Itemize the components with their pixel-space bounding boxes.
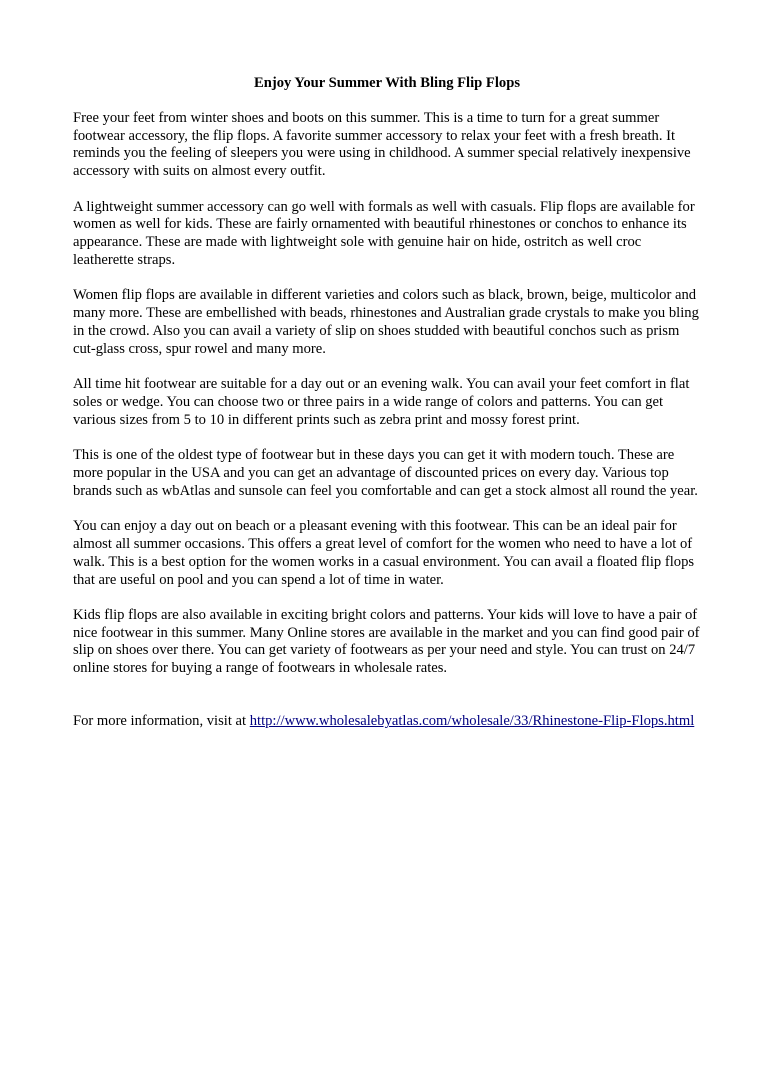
blank-line: [73, 696, 701, 714]
paragraph-all-time-hit: All time hit footwear are suitable for a day out or an evening walk. You can avail your feet comfort in flat soles or wedge. You can choose two or three pairs in a wide range of colors and patterns. You can get various sizes from 5 to 10 in different prints such as zebra print and mossy forest print.: [73, 376, 690, 428]
document-body: [73, 75, 701, 731]
paragraph-oldest-type: This is one of the oldest type of footwear but in these days you can get it with modern touch. These are more popular in the USA and you can get an advantage of discounted prices on every day. Various top brands such as wbAtlas and sunsole can feel you comfortable and can get a stock almost all round the year.: [73, 447, 698, 499]
more-info-link[interactable]: http://www.wholesalebyatlas.com/wholesale/33/Rhinestone-Flip-Flops.html: [249, 713, 695, 730]
paragraph-women-flip-flops: Women flip flops are available in different varieties and colors such as black, brown, beige, multicolor and many more. These are embellished with beads, rhinestones and Australian grade crystals to make you bling in the crowd. Also you can avail a variety of slip on shoes studded with beautiful conchos such as prism cut-glass cross, spur rowel and many more.: [73, 287, 699, 357]
paragraph-kids-flip-flops: Kids flip flops are also available in exciting bright colors and patterns. Your kids will love to have a pair of nice footwear in this summer. Many Online stores are available in the market and you can find good pair of slip on shoes over there. You can get variety of footwears as per your need and style. You can trust on 24/7 online stores for buying a range of footwears in wholesale rates.: [73, 606, 700, 677]
more-info-line: [73, 713, 701, 731]
paragraph-lightweight: A lightweight summer accessory can go well with formals as well with casuals. Flip flops are available for women as well for kids. These are fairly ornamented with beautiful rhinestones or conchos to enhance its appearance. These are made with lightweight sole with genuine hair on hide, ostritch as well croc leatherette straps.: [73, 198, 695, 268]
document-title: Enjoy Your Summer With Bling Flip Flops: [254, 75, 520, 91]
paragraph-intro: Free your feet from winter shoes and boots on this summer. This is a time to turn for a great summer footwear accessory, the flip flops. A favorite summer accessory to relax your feet with a fresh breath. It reminds you the feeling of sleepers you were using in childhood. A summer special relatively inexpensive accessory with suits on almost every outfit.: [73, 109, 691, 180]
more-info-prefix: For more information, visit at: [73, 713, 250, 730]
paragraph-beach-day: You can enjoy a day out on beach or a pleasant evening with this footwear. This can be an ideal pair for almost all summer occasions. This offers a great level of comfort for the women who need to have a lot of walk. This is a best option for the women works in a casual environment. You can avail a floated flip flops that are useful on pool and you can spend a lot of time in water.: [73, 518, 695, 588]
